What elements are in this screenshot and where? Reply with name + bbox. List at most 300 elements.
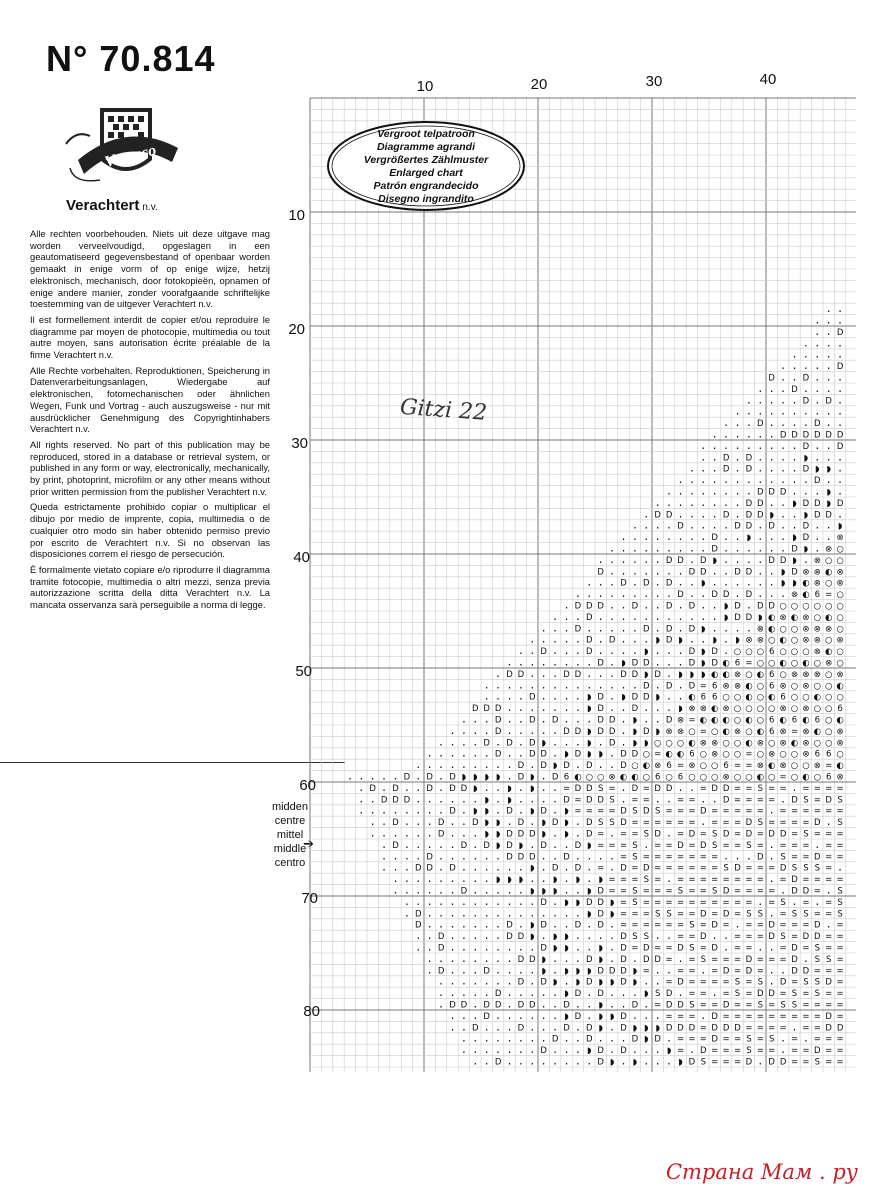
stitch-symbol: . [575,688,580,703]
stitch-symbol: . [553,677,558,692]
stitch-symbol: . [496,1030,501,1045]
stitch-symbol: S [711,886,718,897]
stitch-symbol: . [815,323,820,338]
stitch-symbol: . [553,825,558,840]
stitch-symbol: ◗ [678,669,683,680]
stitch-symbol: D [586,612,593,623]
stitch-symbol: . [530,1007,535,1022]
axis-left-10: 10 [288,207,305,224]
stitch-symbol: ◐ [745,681,753,692]
stitch-symbol: = [676,966,685,977]
stitch-symbol: . [689,608,694,623]
stitch-symbol: D [551,818,559,829]
stitch-symbol: . [769,586,774,601]
stitch-symbol: = [825,590,833,601]
stitch-symbol: D [472,1023,479,1034]
stitch-symbol: . [769,437,774,452]
stitch-symbol: . [701,1007,706,1022]
stitch-symbol: = [756,863,764,874]
stitch-symbol: D [551,863,559,874]
stitch-symbol: . [427,950,432,965]
stitch-symbol: ◗ [723,612,729,623]
stitch-symbol: . [781,449,786,464]
stitch-symbol: . [484,688,489,703]
stitch-symbol: . [575,905,580,920]
chart-title-fr: Diagramme agrandi [376,141,476,153]
stitch-symbol: D [586,977,593,988]
stitch-symbol: D [814,920,821,931]
stitch-symbol: . [678,620,683,635]
stitch-symbol: D [825,977,832,988]
stitch-symbol: D [836,362,844,373]
stitch-symbol: D [814,419,821,430]
stitch-symbol: . [416,871,421,886]
stitch-symbol: . [621,643,626,658]
stitch-symbol: . [507,893,512,908]
stitch-symbol: D [460,783,468,794]
stitch-symbol: . [621,529,626,544]
stitch-symbol: D [620,806,627,817]
stitch-symbol: . [507,757,512,772]
stitch-symbol: . [758,551,763,566]
stitch-symbol: . [518,905,523,920]
stitch-symbol: . [587,574,592,589]
stitch-symbol: D [757,419,764,430]
stitch-symbol: . [644,608,649,623]
stitch-symbol: D [563,726,570,737]
stitch-symbol: . [598,665,603,680]
stitch-symbol: D [734,521,741,532]
stitch-symbol: D [597,795,604,806]
stitch-symbol: . [781,882,786,897]
stitch-symbol: ○ [836,624,844,635]
stitch-symbol: ○ [585,772,594,783]
stitch-symbol: D [768,1057,775,1068]
stitch-symbol: . [678,985,683,1000]
stitch-symbol: S [780,897,786,908]
stitch-symbol: ◗ [632,966,638,977]
stitch-symbol: . [724,620,729,635]
stitch-symbol: . [575,643,580,658]
stitch-symbol: . [838,301,843,316]
stitch-symbol: ○ [790,704,799,715]
stitch-symbol: . [598,928,603,943]
stitch-symbol: . [792,358,797,373]
stitch-symbol: ○ [642,772,651,783]
stitch-symbol: D [620,1023,627,1034]
stitch-symbol: . [450,734,455,749]
stitch-symbol: . [610,688,615,703]
stitch-symbol: S [677,886,684,897]
stitch-symbol: D [711,658,718,669]
stitch-symbol: ◗ [495,818,501,829]
stitch-symbol: ○ [710,772,719,783]
stitch-symbol: . [689,574,694,589]
stitch-symbol: ◗ [564,829,569,840]
stitch-symbol: . [701,631,706,646]
stitch-symbol: D [643,954,650,965]
stitch-symbol: . [461,893,466,908]
stitch-symbol: S [791,989,798,1000]
stitch-symbol: = [745,761,753,772]
stitch-symbol: . [746,540,751,555]
stitch-symbol: 6 [666,761,672,772]
stitch-symbol: . [758,437,763,452]
stitch-symbol: ○ [824,738,833,749]
stitch-symbol: = [825,943,833,954]
pattern-number: N° 70.814 [46,38,216,79]
stitch-symbol: . [632,950,637,965]
stitch-symbol: . [724,551,729,566]
stitch-symbol: 6 [768,647,775,658]
stitch-symbol: . [598,757,603,772]
stitch-symbol: D [551,715,559,726]
stitch-symbol: . [587,665,592,680]
stitch-symbol: S [814,943,821,954]
stitch-symbol: ◗ [644,738,649,749]
stitch-symbol: = [756,954,764,965]
stitch-symbol: . [461,916,466,931]
stitch-symbol: D [745,464,753,475]
stitch-symbol: . [507,654,512,669]
stitch-symbol: ○ [665,772,673,783]
stitch-symbol: . [518,962,523,977]
stitch-symbol: . [689,586,694,601]
stitch-symbol: D [540,749,547,760]
stitch-symbol: ◗ [541,954,546,965]
stitch-symbol: D [449,772,456,783]
stitch-symbol: ◐ [802,590,810,601]
stitch-symbol: ◐ [790,738,799,749]
stitch-symbol: . [427,757,432,772]
stitch-symbol: . [838,369,843,384]
stitch-symbol: D [825,795,832,806]
stitch-symbol: = [733,897,742,908]
stitch-symbol: D [529,852,536,863]
stitch-symbol: . [735,449,740,464]
stitch-symbol: D [665,989,673,1000]
stitch-symbol: . [712,597,717,612]
stitch-symbol: . [564,677,569,692]
stitch-symbol: . [473,836,478,851]
stitch-symbol: ⊗ [779,761,787,772]
stitch-symbol: . [781,586,786,601]
stitch-symbol: ⊗ [802,749,810,760]
stitch-symbol: ○ [790,647,799,658]
stitch-symbol: . [575,586,580,601]
stitch-symbol: ◐ [642,761,651,772]
stitch-symbol: D [597,920,604,931]
stitch-symbol: = [779,783,787,794]
stitch-symbol: ⊗ [745,635,753,646]
stitch-symbol: . [461,757,466,772]
stitch-symbol: = [756,1011,764,1022]
stitch-symbol: ◗ [587,738,592,749]
stitch-symbol: = [733,1034,742,1045]
centre-label-it: centro [274,857,306,869]
stitch-symbol: D [392,840,399,851]
stitch-symbol: ◐ [836,715,844,726]
stitch-symbol: = [722,806,730,817]
stitch-symbol: . [553,1053,558,1068]
stitch-symbol: . [564,620,569,635]
stitch-symbol: ⊗ [756,624,764,635]
stitch-symbol: . [678,643,683,658]
stitch-symbol: D [802,533,810,544]
stitch-symbol: ◗ [769,510,774,521]
stitch-symbol: . [575,700,580,715]
stitch-symbol: . [439,791,444,806]
stitch-symbol: D [688,681,696,692]
stitch-symbol: D [688,601,696,612]
copyright-nl: Alle rechten voorbehouden. Niets uit deze uitgave mag worden verveelvoudigd, opgeslagen in een geautomatiseerd gegevensbestand of openbaar worden gemaakt in enige vorm of op enige wijze, hetzij elektronisch, mechanisch, door fotokopieën, opnamen of enige andere manier, zonder voorafgaande schriftelijke toestemming van de uitgever Verachtert n.v. [30,228,270,310]
stitch-symbol: S [814,977,821,988]
stitch-symbol: D [437,818,445,829]
stitch-symbol: D [586,1034,593,1045]
stitch-symbol: . [404,859,409,874]
stitch-symbol: . [632,586,637,601]
stitch-symbol: = [654,875,662,886]
stitch-symbol: . [575,882,580,897]
stitch-symbol: . [632,643,637,658]
stitch-symbol: = [813,829,821,840]
stitch-symbol: ◐ [767,624,776,635]
stitch-symbol: . [507,905,512,920]
stitch-symbol: . [815,529,820,544]
stitch-symbol: ◗ [644,1034,649,1045]
stitch-symbol: . [712,791,717,806]
stitch-symbol: . [678,654,683,669]
stitch-symbol: = [802,840,810,851]
stitch-symbol: = [745,658,753,669]
stitch-symbol: D [517,1000,525,1011]
stitch-symbol: . [473,722,478,737]
stitch-symbol: . [781,494,786,509]
stitch-symbol: = [699,681,707,692]
stitch-symbol: ◗ [541,829,546,840]
stitch-symbol: = [665,863,673,874]
stitch-symbol: = [779,989,787,1000]
stitch-symbol: . [701,529,706,544]
stitch-symbol: D [631,783,639,794]
stitch-symbol: D [768,487,775,498]
stitch-symbol: = [688,863,696,874]
stitch-symbol: . [518,734,523,749]
stitch-symbol: . [553,665,558,680]
stitch-symbol: . [587,996,592,1011]
axis-left [288,207,320,1020]
stitch-symbol: . [553,779,558,794]
stitch-symbol: = [654,840,662,851]
stitch-symbol: D [711,920,718,931]
stitch-symbol: ⊗ [779,704,787,715]
stitch-symbol: . [621,711,626,726]
stitch-symbol: D [380,795,388,806]
stitch-symbol: . [496,1007,501,1022]
axis-top [417,71,777,95]
stitch-symbol: . [781,437,786,452]
stitch-symbol: D [415,920,422,931]
stitch-symbol: . [746,574,751,589]
stitch-symbol: . [712,494,717,509]
stitch-symbol: ◗ [632,977,638,988]
stitch-symbol: D [517,852,525,863]
stitch-symbol: . [461,711,466,726]
centre-label-en: middle [273,843,307,855]
stitch-symbol: . [564,916,569,931]
stitch-symbol: ◗ [701,578,706,589]
stitch-symbol: . [712,449,717,464]
stitch-symbol: ○ [824,669,833,680]
stitch-symbol: 6 [563,772,570,783]
stitch-symbol: . [724,437,729,452]
stitch-symbol: ◐ [722,726,730,737]
stitch-symbol: D [586,635,593,646]
stitch-symbol: . [815,540,820,555]
stitch-symbol: = [825,761,833,772]
stitch-symbol: ◗ [678,704,683,715]
stitch-symbol: . [530,1042,535,1057]
stitch-symbol: = [779,1011,787,1022]
stitch-symbol: ◗ [541,738,546,749]
stitch-symbol: S [689,920,695,931]
stitch-symbol: . [678,677,683,692]
stitch-symbol: ○ [813,612,822,623]
stitch-symbol: . [655,791,660,806]
stitch-symbol: . [450,985,455,1000]
stitch-symbol: ○ [688,726,696,737]
stitch-symbol: . [826,380,831,395]
stitch-symbol: . [781,460,786,475]
stitch-symbol: ◗ [541,886,546,897]
stitch-symbol: = [745,886,753,897]
stitch-symbol: . [439,916,444,931]
stitch-symbol: = [836,1011,844,1022]
stitch-symbol: . [575,1042,580,1057]
stitch-symbol: = [699,726,707,737]
stitch-symbol: . [792,403,797,418]
stitch-symbol: ◗ [644,647,649,658]
stitch-symbol: ◗ [507,875,512,886]
stitch-symbol: . [655,643,660,658]
stitch-symbol: ○ [733,692,742,703]
stitch-symbol: . [815,392,820,407]
stitch-symbol: . [610,574,615,589]
copyright-es: Queda estrictamente prohibido copiar o multiplicar el dibujo por medio de imprente, copia, multimedia o de cualquier otro modo sin haber obtenido permiso previo por escrito de Verachtert n.v. Si no observan las disposiciones correm el riesgo de persecución. [30,501,270,560]
stitch-symbol: = [676,1011,685,1022]
stitch-symbol: . [689,540,694,555]
stitch-symbol: . [496,1019,501,1034]
stitch-symbol: . [404,836,409,851]
stitch-symbol: = [768,886,776,897]
stitch-symbol: D [631,749,639,760]
stitch-symbol: ○ [722,738,730,749]
stitch-symbol: D [494,715,502,726]
stitch-symbol: . [427,905,432,920]
stitch-symbol: . [518,791,523,806]
stitch-symbol: ◐ [813,726,822,737]
stitch-symbol: . [541,905,546,920]
stitch-symbol: . [393,802,398,817]
stitch-symbol: ⊗ [825,658,833,669]
stitch-symbol: D [597,704,604,715]
stitch-symbol: . [746,415,751,430]
stitch-symbol: . [507,1042,512,1057]
stitch-symbol: . [838,380,843,395]
stitch-symbol: . [769,403,774,418]
stitch-symbol: D [802,373,810,384]
stitch-symbol: . [689,460,694,475]
stitch-symbol: . [621,1030,626,1045]
stitch-symbol: . [450,757,455,772]
stitch-symbol: . [610,540,615,555]
stitch-symbol: = [642,783,650,794]
stitch-symbol: S [757,1000,764,1011]
stitch-symbol: . [781,415,786,430]
stitch-symbol: . [644,631,649,646]
stitch-symbol: D [540,647,547,658]
stitch-symbol: S [654,989,661,1000]
stitch-symbol: . [724,494,729,509]
axis-left-40: 40 [293,549,310,566]
stitch-symbol: = [665,943,673,954]
stitch-symbol: . [564,882,569,897]
stitch-symbol: . [803,346,808,361]
stitch-symbol: . [838,335,843,350]
stitch-symbol: = [790,1046,799,1057]
stitch-symbol: . [598,677,603,692]
stitch-symbol: D [677,590,684,601]
axis-left-60: 60 [299,777,316,794]
stitch-symbol: . [427,836,432,851]
stitch-symbol: . [359,779,364,794]
stitch-symbol: D [506,806,513,817]
stitch-symbol: ◗ [598,1011,603,1022]
stitch-symbol: 6 [711,692,718,703]
stitch-symbol: = [642,920,650,931]
stitch-symbol: . [792,779,797,794]
stitch-symbol: D [814,852,821,863]
stitch-symbol: . [496,802,501,817]
stitch-symbol: = [642,966,650,977]
stitch-symbol: . [484,905,489,920]
stitch-symbol: = [802,1000,810,1011]
stitch-symbol: ◐ [745,738,753,749]
stitch-symbol: . [610,916,615,931]
stitch-symbol: D [574,726,582,737]
stitch-symbol: . [473,1042,478,1057]
stitch-symbol: = [665,920,673,931]
stitch-symbol: . [735,415,740,430]
stitch-symbol: . [758,586,763,601]
stitch-symbol: D [483,1011,490,1022]
stitch-symbol: S [632,852,638,863]
stitch-symbol: . [530,871,535,886]
stitch-symbol: . [370,768,375,783]
stitch-symbol: = [665,977,673,988]
stitch-symbol: ◗ [507,783,512,794]
stitch-symbol: . [564,654,569,669]
stitch-symbol: . [655,928,660,943]
stitch-symbol: . [701,586,706,601]
stitch-symbol: . [416,893,421,908]
stitch-symbol: D [688,1023,696,1034]
stitch-symbol: D [620,943,627,954]
stitch-symbol: . [530,985,535,1000]
stitch-symbol: ⊗ [733,681,742,692]
stitch-symbol: . [769,973,774,988]
stitch-symbol: . [530,893,535,908]
